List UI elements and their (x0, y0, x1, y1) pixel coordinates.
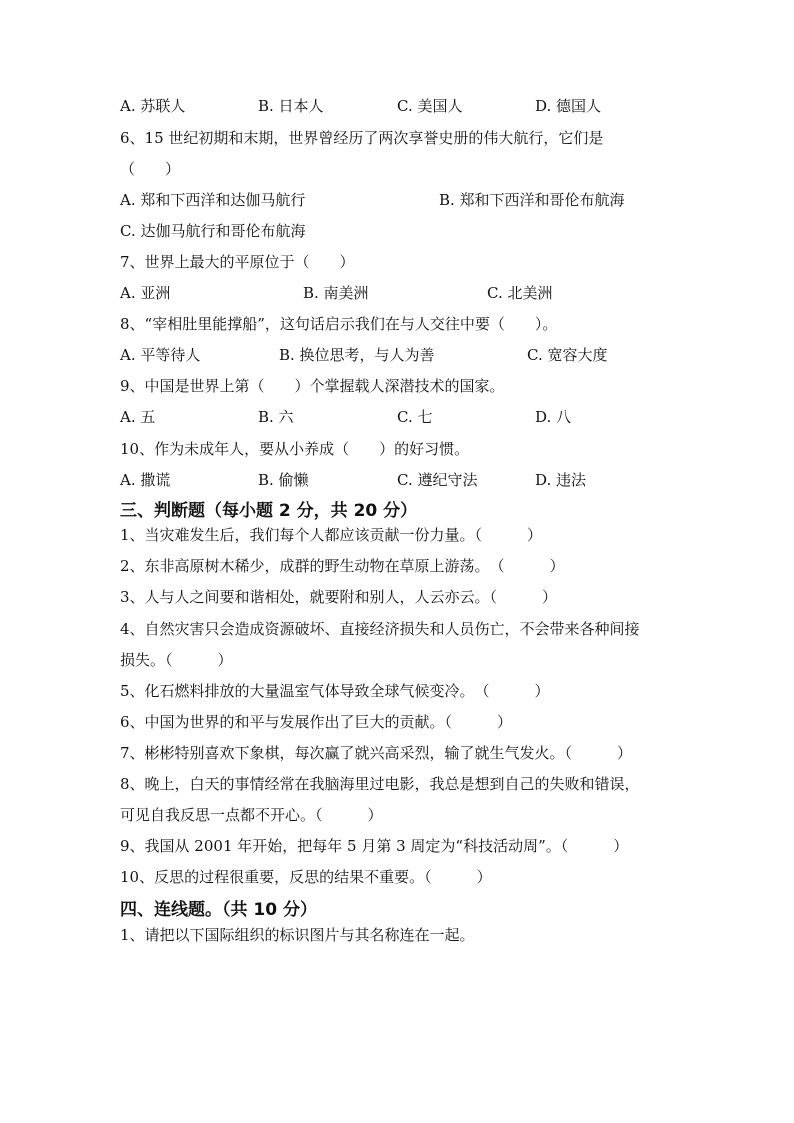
q5-option-b: B. 日本人 (258, 97, 324, 115)
q6-option-c: C. 达伽马航行和哥伦布航海 (120, 222, 306, 240)
q7-text: 7、世界上最大的平原位于（ ） (120, 253, 355, 271)
q6-option-a: A. 郑和下西洋和达伽马航行 (120, 191, 306, 209)
q9-text: 9、中国是世界上第（ ）个掌握载人深潜技术的国家。 (120, 377, 505, 395)
q10-option-a: A. 撒谎 (120, 471, 171, 489)
judge-item-3: 3、人与人之间要和谐相处，就要附和别人，人云亦云。（ ） (120, 588, 558, 606)
judge-item-9: 9、我国从 2001 年开始，把每年 5 月第 3 周定为“科技活动周”。（ ） (120, 837, 629, 855)
q9-option-a: A. 五 (120, 408, 156, 426)
judge-item-6: 6、中国为世界的和平与发展作出了巨大的贡献。（ ） (120, 713, 513, 731)
q8-option-b: B. 换位思考，与人为善 (279, 346, 435, 364)
judge-item-2: 2、东非高原树木稀少，成群的野生动物在草原上游荡。 （ ） (120, 557, 565, 575)
section3-heading: 三、判断题（每小题 2 分，共 20 分） (120, 501, 418, 521)
q5-option-d: D. 德国人 (535, 97, 602, 115)
q5-option-a: A. 苏联人 (120, 97, 186, 115)
q10-option-c: C. 遵纪守法 (397, 471, 478, 489)
q10-text: 10、作为未成年人，要从小养成（ ）的好习惯。 (120, 440, 470, 458)
q9-option-c: C. 七 (397, 408, 433, 426)
q10-option-d: D. 违法 (535, 471, 587, 489)
q6-blank: （ ） (120, 160, 181, 178)
judge-item-8-cont: 可见自我反思一点都不开心。（ ） (120, 806, 383, 824)
q9-option-d: D. 八 (535, 408, 572, 426)
q10-option-b: B. 偷懒 (258, 471, 309, 489)
q6-option-b: B. 郑和下西洋和哥伦布航海 (439, 191, 625, 209)
q8-option-c: C. 宽容大度 (527, 346, 608, 364)
q7-option-b: B. 南美洲 (303, 284, 369, 302)
matching-item-1: 1、请把以下国际组织的标识图片与其名称连在一起。 (120, 926, 475, 944)
q9-option-b: B. 六 (258, 408, 294, 426)
q7-option-a: A. 亚洲 (120, 284, 171, 302)
q8-text: 8、“宰相肚里能撑船”，这句话启示我们在与人交往中要（ ）。 (120, 315, 558, 333)
q8-option-a: A. 平等待人 (120, 346, 201, 364)
judge-item-5: 5、化石燃料排放的大量温室气体导致全球气候变冷。 （ ） (120, 682, 550, 700)
judge-item-4: 4、自然灾害只会造成资源破坏、直接经济损失和人员伤亡，不会带来各种间接 (120, 620, 640, 638)
q5-option-c: C. 美国人 (397, 97, 463, 115)
section4-heading: 四、连线题。（共 10 分） (120, 900, 317, 920)
judge-item-10: 10、反思的过程很重要，反思的结果不重要。（ ） (120, 868, 492, 886)
judge-item-8: 8、晚上，白天的事情经常在我脑海里过电影，我总是想到自己的失败和错误， (120, 775, 640, 793)
q7-option-c: C. 北美洲 (487, 284, 553, 302)
q6-text: 6、15 世纪初期和末期，世界曾经历了两次享誉史册的伟大航行，它们是 (120, 129, 604, 147)
judge-item-7: 7、彬彬特别喜欢下象棋，每次赢了就兴高采烈，输了就生气发火。（ ） (120, 744, 633, 762)
judge-item-4-cont: 损失。（ ） (120, 651, 233, 669)
judge-item-1: 1、当灾难发生后，我们每个人都应该贡献一份力量。（ ） (120, 526, 543, 544)
